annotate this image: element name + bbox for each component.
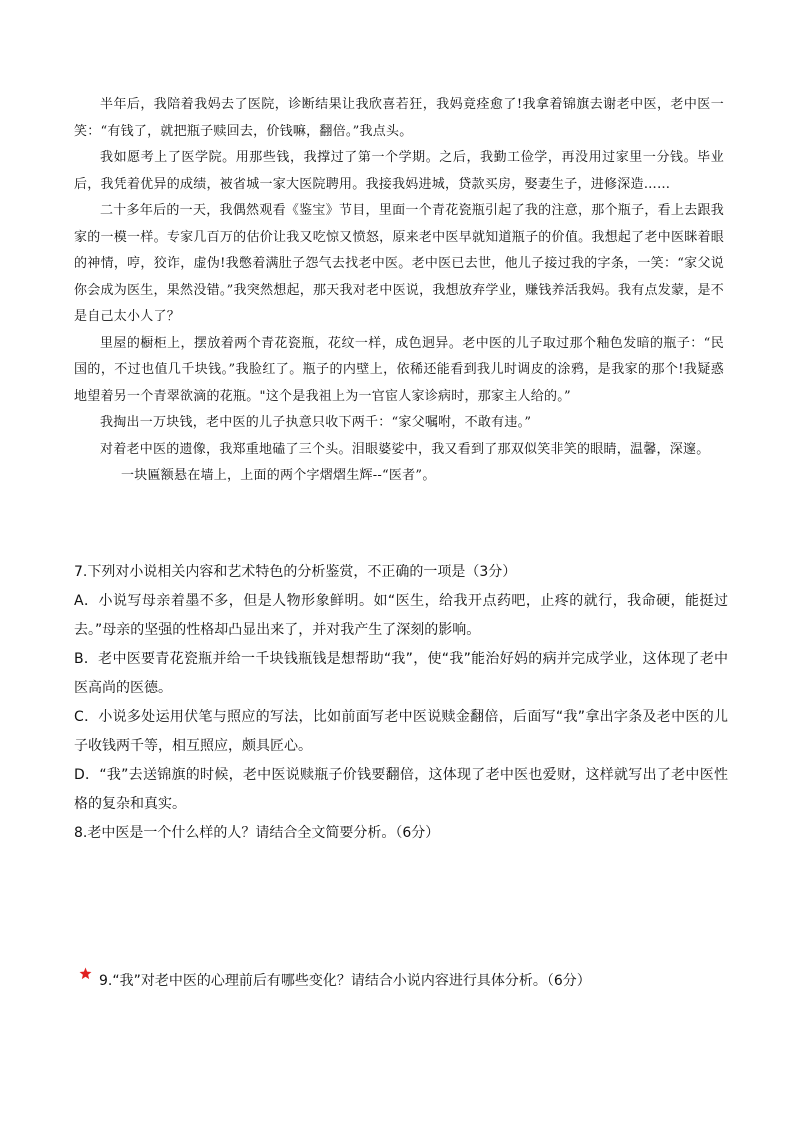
question-7-option-d: D．“我”去送锦旗的时候，老中医说赎瓶子价钱要翻倍，这体现了老中医也爱财，这样就写出了老中医性格的复杂和真实。	[74, 767, 728, 812]
question-8: 8.老中医是一个什么样的人？请结合全文简要分析。（6分）	[74, 825, 440, 841]
story-paragraph-final: 一块匾额悬在墙上，上面的两个字熠熠生辉--“医者”。	[121, 468, 436, 483]
question-7-stem: 7.下列对小说相关内容和艺术特色的分析鉴赏，不正确的一项是（3分）	[74, 564, 517, 580]
story-paragraph: 二十多年后的一天，我偶然观看《鉴宝》节目，里面一个青花瓷瓶引起了我的注意，那个瓶子，看上去跟我家的一模一样。专家几百万的估价让我又吃惊又愤怒，原来老中医早就知道瓶子的价值。我想起了老中医眯着眼的神情，哼，狡诈，虚伪!我憋着满肚子怨气去找老中医。老中医已去世，他儿子接过我的字条，一笑：“家父说你会成为医生，果然没错。”我突然想起，那天我对老中医说，我想放弃学业，赚钱养活我妈。我有点发蒙，是不是自己太小人了？	[74, 203, 724, 324]
question-7-option-b: B．老中医要青花瓷瓶并给一千块钱瓶钱是想帮助“我”，使“我”能治好妈的病并完成学业，这体现了老中医高尚的医德。	[74, 651, 728, 696]
question-section	[74, 558, 728, 848]
story-excerpt	[74, 92, 724, 490]
question-9: 9.“我”对老中医的心理前后有哪些变化？请结合小说内容进行具体分析。（6分）	[99, 973, 591, 989]
question-7-option-a: A．小说写母亲着墨不多，但是人物形象鲜明。如“医生，给我开点药吧，止疼的就行，我命硬，能挺过去。”母亲的坚强的性格却凸显出来了，并对我产生了深刻的影响。	[74, 593, 728, 638]
story-paragraph: 里屋的橱柜上，摆放着两个青花瓷瓶，花纹一样，成色迥异。老中医的儿子取过那个釉色发暗的瓶子：“民国的，不过也值几千块钱。”我脸红了。瓶子的内壁上，依稀还能看到我儿时调皮的涂鸦，是我家的那个!我疑惑地望着另一个青翠欲滴的花瓶。"这个是我祖上为一官宦人家诊病时，那家主人给的。”	[74, 335, 724, 404]
story-paragraph: 我掏出一万块钱，老中医的儿子执意只收下两千：“家父嘱咐，不敢有违。”	[100, 415, 532, 430]
question-7-option-c: C．小说多处运用伏笔与照应的写法，比如前面写老中医说赎金翻倍，后面写“我”拿出字条及老中医的儿子收钱两千等，相互照应，颇具匠心。	[74, 709, 728, 754]
story-paragraph: 我如愿考上了医学院。用那些钱，我撑过了第一个学期。之后，我勤工俭学，再没用过家里一分钱。毕业后，我凭着优异的成绩，被省城一家大医院聘用。我接我妈进城，贷款买房，娶妻生子，进修深造……	[74, 150, 724, 192]
story-paragraph: 半年后，我陪着我妈去了医院，诊断结果让我欣喜若狂，我妈竟痊愈了!我拿着锦旗去谢老中医，老中医一笑：“有钱了，就把瓶子赎回去，价钱嘛，翻倍。”我点头。	[74, 97, 724, 139]
story-paragraph: 对着老中医的遗像，我郑重地磕了三个头。泪眼婆娑中，我又看到了那双似笑非笑的眼睛，温馨，深邃。	[100, 441, 710, 457]
question-9-block	[80, 968, 730, 994]
